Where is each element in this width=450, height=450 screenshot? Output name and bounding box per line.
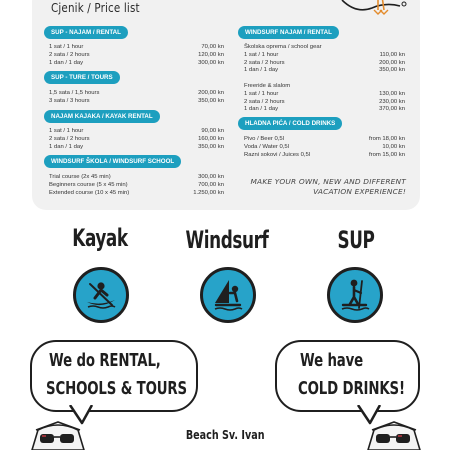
promo-line-2: VACATION EXPERIENCE! [313, 187, 406, 196]
kayak-title: Kayak [72, 224, 128, 252]
price-row: Razni sokovi / Juices 0,5l from 15,00 kn [244, 151, 405, 158]
price-row: Voda / Water 0,5l 10,00 kn [244, 143, 405, 150]
bubble-left-line-1: We do RENTAL, [49, 350, 161, 371]
windsurf-school-rows [49, 174, 224, 197]
price-row: 1 dan / 1 day 370,00 kn [244, 106, 405, 113]
promo-text [232, 177, 406, 197]
price-row: 2 sata / 2 hours 230,00 kn [244, 98, 405, 105]
sup-rental-rows [49, 44, 224, 67]
category-cold-drinks: HLADNA PIĆA / COLD DRINKS [238, 117, 342, 130]
bubble-right-line-2: COLD DRINKS! [298, 378, 405, 399]
location-text: Beach Sv. Ivan [185, 428, 265, 442]
category-sup-rental: SUP - NAJAM / RENTAL [44, 26, 128, 39]
price-row: Pivo / Beer 0,5l from 18,00 kn [244, 136, 405, 142]
price-row: 1 dan / 1 day 300,00 kn [49, 59, 224, 66]
category-windsurf-rental: WINDSURF NAJAM / RENTAL [238, 26, 339, 39]
price-list-title: Cjenik / Price list [51, 1, 140, 15]
cold-drinks-rows [244, 136, 405, 159]
price-row: 1,5 sata / 1,5 hours 200,00 kn [49, 90, 224, 96]
windsurf-rental-rows [244, 44, 405, 75]
windsurfer-icon [200, 267, 256, 323]
windsurf-title: Windsurf [185, 226, 269, 254]
price-row: 1 sat / 1 hour 110,00 kn [244, 51, 405, 58]
promo-line-1: MAKE YOUR OWN, NEW AND DIFFERENT [250, 177, 406, 186]
location-label [0, 428, 450, 442]
sup-tours-rows [49, 90, 224, 106]
price-row: 1 dan / 1 day 350,00 kn [244, 67, 405, 74]
price-row: 3 sata / 3 hours 350,00 kn [49, 97, 224, 104]
price-row: Trial course (2x 45 min) 300,00 kn [49, 174, 224, 180]
kayaker-icon [73, 267, 129, 323]
group-heading: Freeride & slalom [244, 83, 291, 89]
price-row: 2 sata / 2 hours 200,00 kn [244, 59, 405, 66]
price-row: Beginners course (5 x 45 min) 700,00 kn [49, 181, 224, 188]
price-row: 2 sata / 2 hours 120,00 kn [49, 51, 224, 58]
category-kayak-rental: NAJAM KAJAKA / KAYAK RENTAL [44, 110, 160, 123]
price-row: 1 sat / 1 hour 70,00 kn [49, 44, 224, 50]
price-row: Extended course (10 x 45 min) 1.250,00 kn [49, 189, 224, 196]
price-row: 1 sat / 1 hour 90,00 kn [49, 128, 224, 134]
group-heading: Školska oprema / school gear [244, 44, 322, 50]
sup-title: SUP [337, 226, 375, 254]
category-windsurf-school: WINDSURF ŠKOLA / WINDSURF SCHOOL [44, 155, 181, 168]
paddleboarder-icon [327, 267, 383, 323]
category-sup-tours: SUP - TURE / TOURS [44, 71, 120, 84]
kayak-rental-rows [49, 128, 224, 151]
price-row: 1 dan / 1 day 350,00 kn [49, 143, 224, 150]
freeride-rows [244, 83, 405, 114]
seagull-icon [338, 0, 408, 26]
price-row: 2 sata / 2 hours 160,00 kn [49, 135, 224, 142]
price-row: 1 sat / 1 hour 130,00 kn [244, 90, 405, 97]
bubble-left-line-2: SCHOOLS & TOURS [46, 378, 187, 399]
bubble-right-line-1: We have [300, 350, 364, 371]
